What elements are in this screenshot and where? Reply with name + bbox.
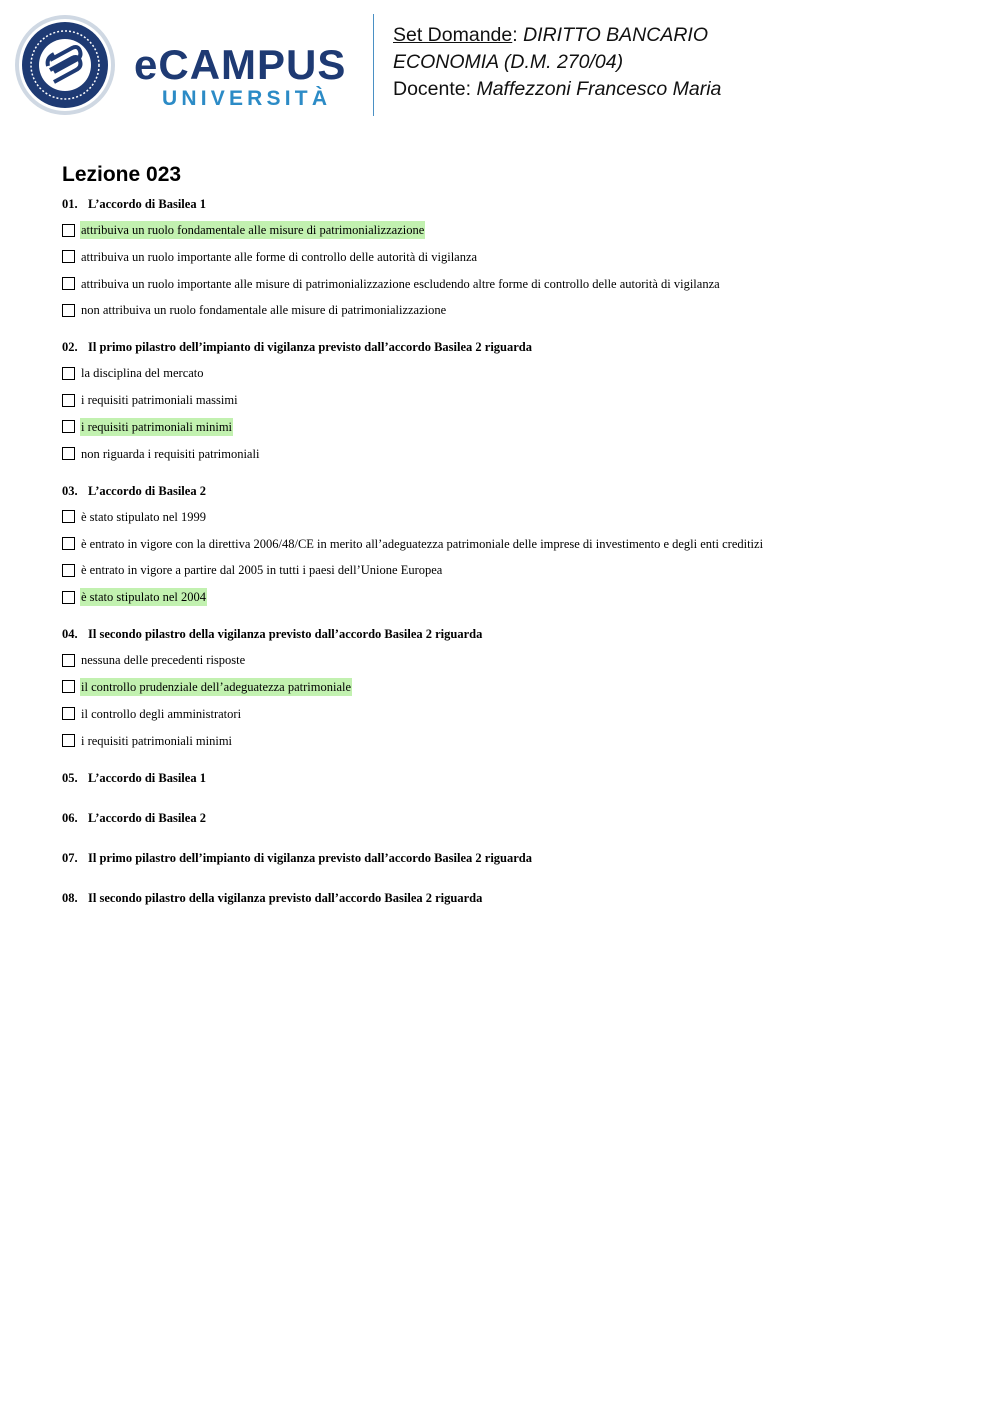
answer-text: attribuiva un ruolo importante alle forme di controllo delle autorità di vigilanza (81, 249, 478, 264)
set-label: Set Domande (393, 24, 513, 46)
answer-text: attribuiva un ruolo importante alle misure di patrimonializzazione escludendo altre forme di controllo delle autorità di vigilanza (81, 276, 720, 291)
lesson-title: Lezione 023 (62, 163, 182, 186)
question-8 (62, 888, 962, 908)
answer-option[interactable] (62, 247, 962, 267)
answer-option[interactable] (62, 704, 962, 724)
question-text: Il primo pilastro dell’impianto di vigilanza previsto dall’accordo Basilea 2 riguarda (88, 340, 532, 355)
question-3 (62, 481, 962, 607)
answer-checkbox[interactable] (62, 537, 75, 550)
question-text: L’accordo di Basilea 1 (88, 197, 206, 211)
answer-text: non attribuiva un ruolo fondamentale alle misure di patrimonializzazione (81, 303, 447, 318)
teacher-name: Maffezzoni Francesco Maria (476, 78, 722, 100)
question-number: 01. (62, 197, 78, 211)
question-list (62, 194, 962, 928)
answer-text: è entrato in vigore con la direttiva 2006/48/CE in merito all’adeguatezza patrimoniale delle imprese di investimento e degli enti creditizi (81, 536, 764, 551)
question-title (62, 337, 962, 357)
answer-checkbox[interactable] (62, 734, 75, 747)
question-title (62, 808, 962, 828)
teacher-label: Docente: (393, 78, 477, 100)
answer-checkbox[interactable] (62, 420, 75, 433)
answer-option[interactable] (62, 220, 962, 240)
question-number: 07. (62, 850, 78, 865)
answer-checkbox[interactable] (62, 447, 75, 460)
question-5 (62, 768, 962, 788)
answer-text: i requisiti patrimoniali minimi (81, 733, 233, 748)
brand-wordmark (134, 42, 356, 112)
question-title (62, 481, 962, 501)
answer-checkbox[interactable] (62, 250, 75, 263)
answer-text: il controllo degli amministratori (81, 706, 242, 721)
answer-text: attribuiva un ruolo fondamentale alle misure di patrimonializzazione (81, 223, 425, 237)
question-2 (62, 337, 962, 463)
answer-option[interactable] (62, 274, 962, 294)
answer-text: il controllo prudenziale dell’adeguatezza patrimoniale (81, 679, 352, 694)
question-text: L’accordo di Basilea 1 (88, 770, 206, 785)
question-7 (62, 848, 962, 868)
answer-checkbox[interactable] (62, 394, 75, 407)
answer-option[interactable] (62, 677, 962, 697)
question-1 (62, 194, 962, 320)
answer-option[interactable] (62, 587, 962, 607)
answer-text: è stato stipulato nel 1999 (81, 509, 206, 524)
question-title (62, 848, 962, 868)
question-number: 05. (62, 770, 78, 785)
answer-option[interactable] (62, 390, 962, 410)
question-title (62, 194, 962, 214)
answer-checkbox[interactable] (62, 277, 75, 290)
answer-option[interactable] (62, 731, 962, 751)
question-text: Il secondo pilastro della vigilanza previsto dall’accordo Basilea 2 riguarda (88, 890, 483, 905)
question-text: L’accordo di Basilea 2 (88, 483, 206, 498)
answer-checkbox[interactable] (62, 564, 75, 577)
answer-text: i requisiti patrimoniali minimi (81, 419, 233, 434)
answer-checkbox[interactable] (62, 224, 75, 237)
answer-option[interactable] (62, 300, 962, 320)
brand-name: eCAMPUS (134, 41, 347, 88)
answer-option[interactable] (62, 650, 962, 670)
answer-text: nessuna delle precedenti risposte (81, 653, 246, 668)
question-6 (62, 808, 962, 828)
answer-option[interactable] (62, 363, 962, 383)
question-title (62, 624, 962, 644)
question-text: L’accordo di Basilea 2 (88, 810, 206, 825)
question-title (62, 768, 962, 788)
answer-text: la disciplina del mercato (81, 366, 204, 381)
answer-checkbox[interactable] (62, 707, 75, 720)
brand-subtitle: UNIVERSITÀ (162, 87, 332, 110)
answer-checkbox[interactable] (62, 591, 75, 604)
question-4 (62, 624, 962, 750)
answer-text: i requisiti patrimoniali massimi (81, 393, 238, 408)
question-number: 03. (62, 483, 78, 498)
answer-checkbox[interactable] (62, 304, 75, 317)
header-divider (373, 14, 374, 116)
answer-checkbox[interactable] (62, 367, 75, 380)
question-number: 08. (62, 890, 78, 905)
answer-option[interactable] (62, 417, 962, 437)
answer-text: è stato stipulato nel 2004 (81, 590, 206, 605)
answer-text: non riguarda i requisiti patrimoniali (81, 446, 260, 461)
answer-option[interactable] (62, 560, 962, 580)
question-number: 02. (62, 340, 78, 355)
answer-text: è entrato in vigore a partire dal 2005 in tutti i paesi dell’Unione Europea (81, 563, 443, 578)
set-subject-line1: DIRITTO BANCARIO (523, 24, 709, 46)
answer-checkbox[interactable] (62, 680, 75, 693)
university-seal-logo (14, 14, 116, 116)
answer-checkbox[interactable] (62, 654, 75, 667)
answer-option[interactable] (62, 507, 962, 527)
question-number: 04. (62, 627, 78, 642)
question-title (62, 888, 962, 908)
answer-option[interactable] (62, 444, 962, 464)
page-header (0, 0, 1000, 130)
question-text: Il secondo pilastro della vigilanza previsto dall’accordo Basilea 2 riguarda (88, 627, 483, 642)
set-subject-line2: ECONOMIA (D.M. 270/04) (393, 51, 624, 73)
set-info: Set Domande: DIRITTO BANCARIO ECONOMIA (D.M. 270/04) Docente: Maffezzoni Francesco Maria (393, 24, 722, 100)
question-text: Il primo pilastro dell’impianto di vigilanza previsto dall’accordo Basilea 2 riguarda (88, 850, 532, 865)
answer-checkbox[interactable] (62, 510, 75, 523)
answer-option[interactable] (62, 534, 962, 554)
question-number: 06. (62, 810, 78, 825)
